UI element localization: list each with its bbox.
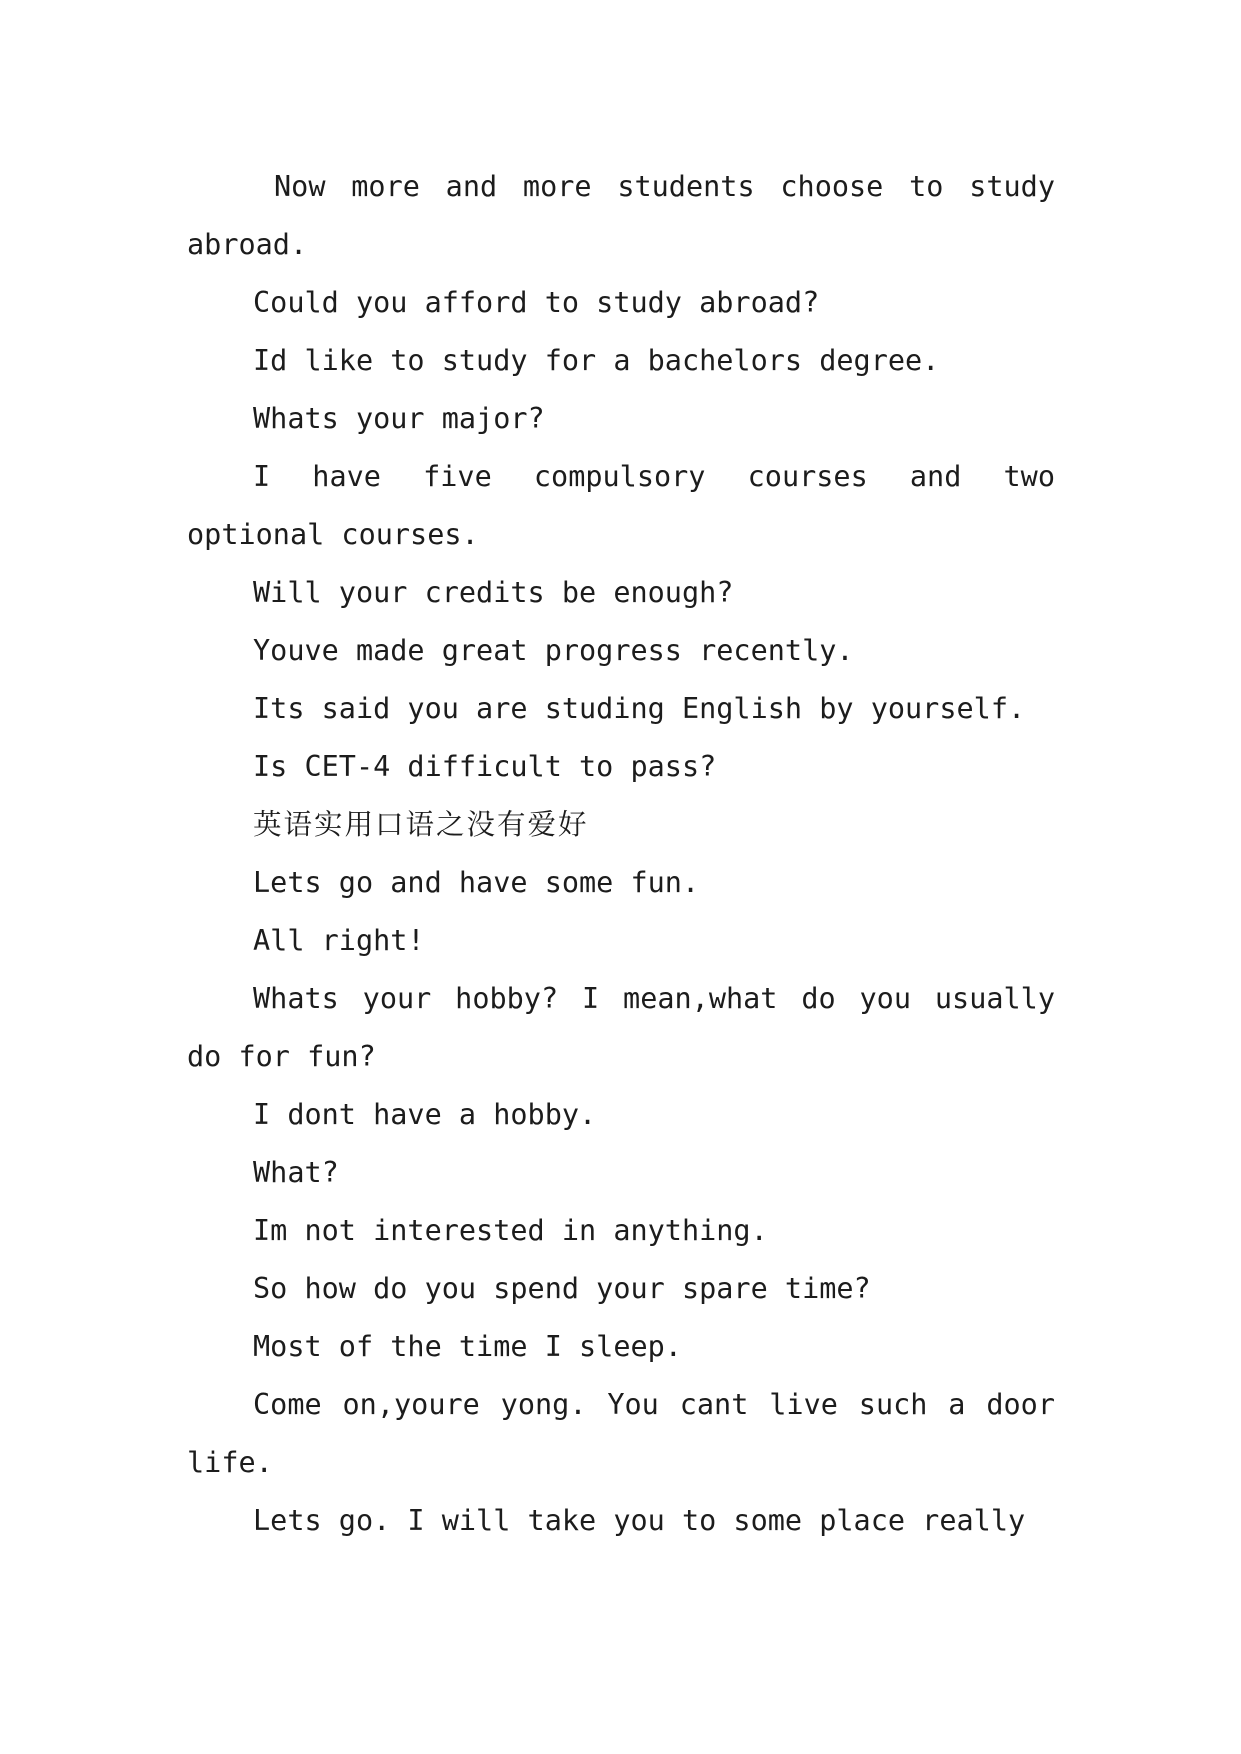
paragraph: Youve made great progress recently. — [253, 634, 854, 667]
paragraph: Im not interested in anything. — [253, 1214, 768, 1247]
paragraph: Lets go. I will take you to some place really — [253, 1504, 1026, 1537]
paragraph: Is CET-4 difficult to pass? — [253, 750, 717, 783]
paragraph: Its said you are studing English by yourself. — [253, 692, 1026, 725]
paragraph: Come on,youre yong. You cant live such a door life. — [187, 1388, 1055, 1479]
paragraph: I dont have a hobby. — [253, 1098, 597, 1131]
paragraph: I have five compulsory courses and two optional courses. — [187, 460, 1055, 551]
paragraph: Most of the time I sleep. — [253, 1330, 682, 1363]
paragraph: Lets go and have some fun. — [253, 866, 700, 899]
document-body — [187, 158, 1055, 1550]
paragraph: All right! — [253, 924, 425, 957]
paragraph: Now more and more students choose to study abroad. — [187, 170, 1055, 261]
paragraph: Whats your hobby? I mean,what do you usually do for fun? — [187, 982, 1055, 1073]
section-heading: 英语实用口语之没有爱好 — [253, 808, 589, 841]
paragraph: So how do you spend your spare time? — [253, 1272, 871, 1305]
paragraph: What? — [253, 1156, 339, 1189]
paragraph: Could you afford to study abroad? — [253, 286, 820, 319]
paragraph: Will your credits be enough? — [253, 576, 734, 609]
paragraph: Id like to study for a bachelors degree. — [253, 344, 940, 377]
paragraph: Whats your major? — [253, 402, 545, 435]
